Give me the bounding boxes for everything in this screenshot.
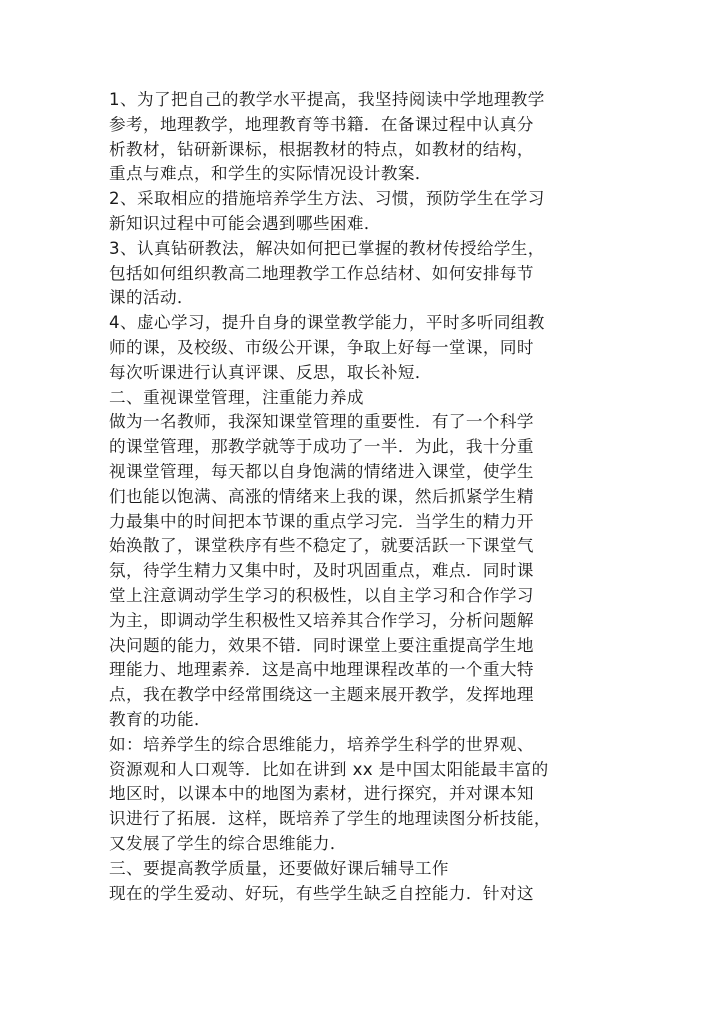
text-line: 重点与难点，和学生的实际情况设计教案．	[109, 164, 432, 184]
text-line: 课的活动．	[109, 288, 194, 308]
text-line: 为主，即调动学生积极性又培养其合作学习，分析问题解	[109, 610, 534, 630]
text-line: 堂上注意调动学生学习的积极性，以自主学习和合作学习	[109, 585, 534, 605]
text-line: 教育的功能．	[109, 709, 211, 729]
text-line: 理能力、地理素养．这是高中地理课程改革的一个重大特	[109, 660, 534, 680]
text-line: 点，我在教学中经常围绕这一主题来展开教学，发挥地理	[109, 685, 534, 705]
text-line: 做为一名教师，我深知课堂管理的重要性．有了一个科学	[109, 412, 534, 432]
text-line: 们也能以饱满、高涨的情绪来上我的课，然后抓紧学生精	[109, 486, 534, 506]
text-line: 视课堂管理，每天都以自身饱满的情绪进入课堂，使学生	[109, 461, 534, 481]
text-line: 如：培养学生的综合思维能力，培养学生科学的世界观、	[109, 734, 534, 754]
section-heading: 三、要提高教学质量，还要做好课后辅导工作	[109, 858, 449, 878]
text-line: 3、认真钻研教法，解决如何把已掌握的教材传授给学生，	[109, 238, 545, 258]
text-line: 的课堂管理，那教学就等于成功了一半．为此，我十分重	[109, 437, 534, 457]
text-line: 包括如何组织教高二地理教学工作总结材、如何安排每节	[109, 263, 534, 283]
section-heading: 二、重视课堂管理，注重能力养成	[109, 387, 364, 407]
text-line: 新知识过程中可能会遇到哪些困难．	[109, 213, 381, 233]
text-line: 地区时，以课本中的地图为素材，进行探究，并对课本知	[109, 784, 534, 804]
text-line: 又发展了学生的综合思维能力．	[109, 833, 347, 853]
text-line: 始涣散了，课堂秩序有些不稳定了，就要活跃一下课堂气	[109, 536, 534, 556]
text-line: 氛，待学生精力又集中时，及时巩固重点，难点．同时课	[109, 561, 534, 581]
text-line: 决问题的能力，效果不错．同时课堂上要注重提高学生地	[109, 635, 534, 655]
text-line: 4、虚心学习，提升自身的课堂教学能力，平时多听同组教	[109, 313, 545, 333]
text-line: 2、采取相应的措施培养学生方法、习惯，预防学生在学习	[109, 189, 545, 209]
document-body	[109, 88, 609, 906]
text-line: 力最集中的时间把本节课的重点学习完．当学生的精力开	[109, 511, 534, 531]
text-line: 参考，地理教学，地理教育等书籍．在备课过程中认真分	[109, 114, 534, 134]
text-line: 识进行了拓展．这样，既培养了学生的地理读图分析技能，	[109, 809, 551, 829]
text-line: 析教材，钻研新课标，根据教材的特点，如教材的结构，	[109, 139, 534, 159]
text-line: 师的课，及校级、市级公开课，争取上好每一堂课，同时	[109, 337, 534, 357]
text-line: 每次听课进行认真评课、反思，取长补短．	[109, 362, 432, 382]
text-line: 1、为了把自己的教学水平提高，我坚持阅读中学地理教学	[109, 90, 545, 109]
text-line: 现在的学生爱动、好玩，有些学生缺乏自控能力．针对这	[109, 883, 534, 903]
text-line: 资源观和人口观等．比如在讲到 xx 是中国太阳能最丰富的	[109, 759, 549, 779]
